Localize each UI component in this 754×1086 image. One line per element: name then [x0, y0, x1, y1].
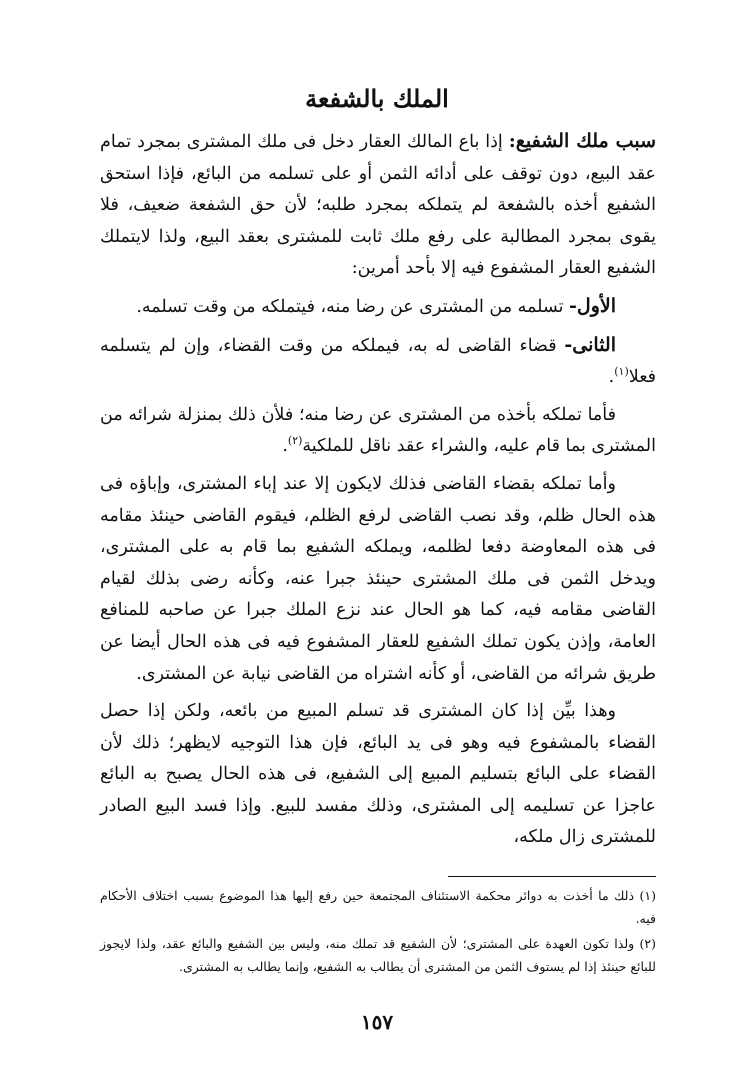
paragraph-judge: وأما تملكه بقضاء القاضى فذلك لايكون إلا عند إباء المشترى، وإباؤه فى هذه الحال ظلم، وقد نصب القاضى لرفع الظلم، فيقوم القاضى حينئذ مقامه فى هذه المعاوضة دفعا لظلمه، ويملكه الشفيع بما قام به على المشترى، ويدخل الثمن فى ملك المشترى حينئذ جبرا عنه، وكأنه رضى بذلك لقيام القاضى مقامه فيه، كما هو الحال عند نزع الملك جبرا عن صاحبه للمنافع العامة، وإذن يكون تملك الشفيع للعقار المشفوع فيه فى هذه الحال أيضا عن طريق شرائه من القاضى، أو كأنه اشتراه من القاضى نيابة عن المشترى. — [100, 473, 656, 684]
sentence-end: . — [282, 436, 288, 457]
paragraph-clarification: وهذا بيِّن إذا كان المشترى قد تسلم المبيع من بائعه، ولكن إذا حصل القضاء بالمشفوع فيه وهو فى يد البائع، فإن هذا التوجيه لايظهر؛ ذلك لأن القضاء على البائع بتسليم المبيع إلى الشفيع، فى هذه الحال يصبح به البائع عاجزا عن تسليمه إلى المشترى، وذلك مفسد للبيع. وإذا فسد البيع الصادر للمشترى زال ملكه، — [100, 701, 656, 848]
paragraph-text: قضاء القاضى له به، فيملكه من وقت القضاء، وإن لم يتسلمه فعلا — [100, 335, 656, 388]
footnote-divider — [448, 876, 656, 877]
footnotes — [100, 884, 656, 980]
paragraph-text: تسلمه من المشترى عن رضا منه، فيتملكه من وقت تسلمه. — [136, 296, 570, 317]
paragraph-first-way — [100, 291, 656, 324]
footnote-1: (١) ذلك ما أخذت به دوائر محكمة الاستئناف المجتمعة حين رفع إليها هذا الموضوع بسبب اختلاف الأحكام فيه. — [100, 888, 656, 926]
paragraph-second-way — [100, 330, 656, 394]
paragraph-text: فأما تملكه بأخذه من المشترى عن رضا منه؛ فلأن ذلك بمنزلة شرائه من المشترى بما قام عليه، والشراء عقد ناقل للملكية — [100, 404, 656, 457]
item-label-first: الأول- — [569, 294, 616, 317]
paragraph-text: إذا باع المالك العقار دخل فى ملك المشترى بمجرد تمام عقد البيع، دون توقف على أدائه الثمن أو على تسلمه من البائع، فإذا استحق الشفيع أخذه بالشفعة لم يتملكه بمجرد طلبه؛ لأن حق الشفعة ضعيف، فلا يقوى بمجرد المطالبة على رفع ملك ثابت للمشترى بعقد البيع، ولذا لايتملك الشفيع العقار المشفوع فيه إلا بأحد أمرين: — [100, 132, 656, 279]
paragraph-consent — [100, 400, 656, 463]
footnote-ref-2[interactable]: (٢) — [287, 434, 303, 448]
sentence-end: . — [608, 367, 615, 388]
paragraph-cause — [100, 126, 656, 285]
item-label-second: الثانى- — [564, 333, 616, 356]
footnote-ref-1[interactable]: (١) — [614, 365, 629, 379]
footnote-2: (٢) ولذا تكون العهدة على المشترى؛ لأن الشفيع قد تملك منه، وليس بين الشفيع والبائع عقد، ولذا لايجوز للبائع حينئذ إذا لم يستوف الثمن من المشترى أن يطالب به الشفيع، وإنما يطالب به المشترى. — [100, 936, 656, 974]
main-text — [100, 126, 656, 860]
chapter-title: الملك بالشفعة — [305, 84, 449, 113]
page-number: ١٥٧ — [360, 1010, 394, 1034]
section-heading: سبب ملك الشفيع: — [508, 130, 656, 152]
